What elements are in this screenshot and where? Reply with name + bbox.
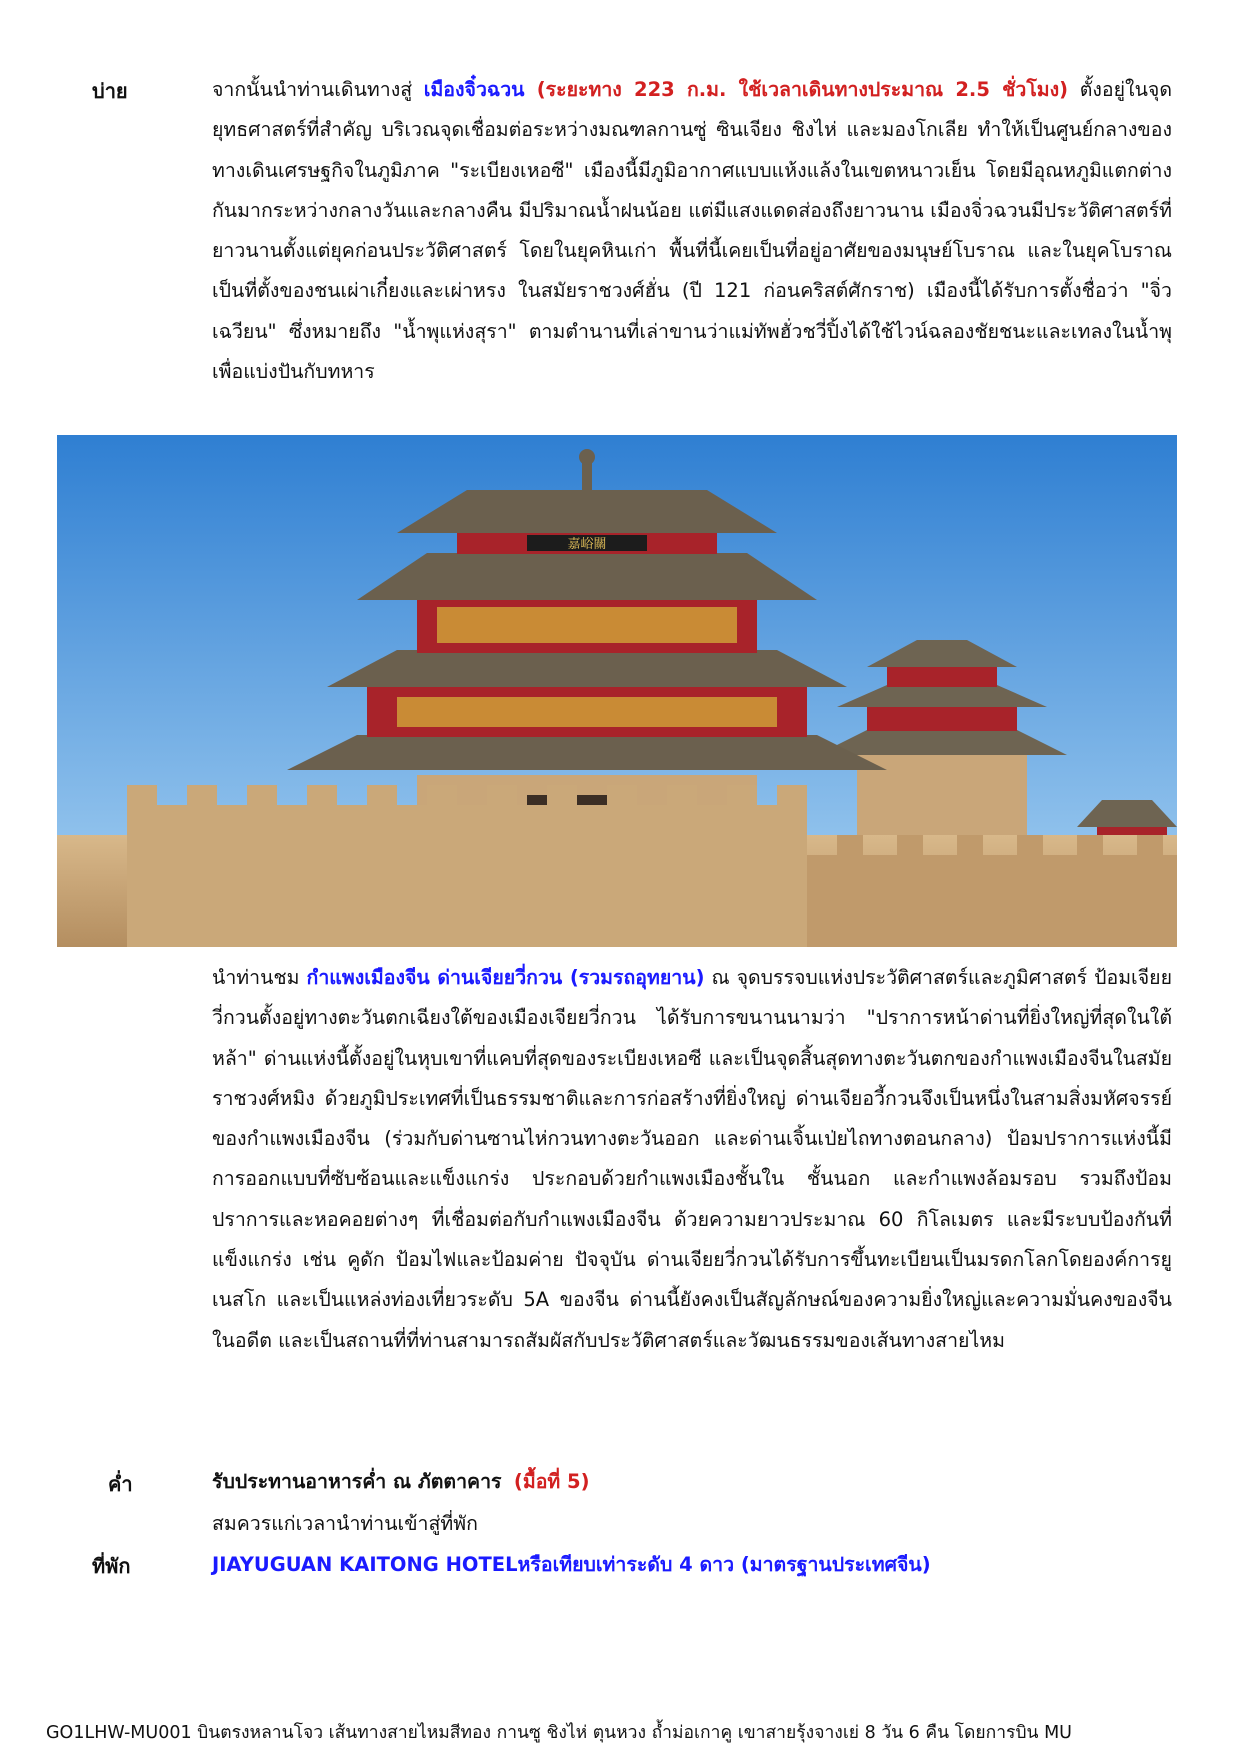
jiayuguan-lead: นำท่านชม bbox=[212, 966, 307, 989]
gate-plaque: 嘉峪關 bbox=[567, 537, 607, 552]
jiayuguan-body: ณ จุดบรรจบแห่งประวัติศาสตร์และภูมิศาสตร์ ป้อมเจียยวี่กวนตั้งอยู่ทางตะวันตกเฉียงใต้ของเมืองเจียยวี่กวน ได้รับการขนานนามว่า "ปราการหน้าด่านที่ยิ่งใหญ่ที่สุดในใต้หล้า" ด่านแห่งนี้ตั้งอยู่ในหุบเขาที่แคบที่สุดของระเบียงเหอซี และเป็นจุดสิ้นสุดทางตะวันตกของกำแพงเมืองจีนในสมัยราชวงศ์หมิง ด้วยภูมิประเทศที่เป็นธรรมชาติและการก่อสร้างที่ยิ่งใหญ่ ด่านเจียอวี้กวนจึงเป็นหนึ่งในสามสิ่งมหัศจรรย์ของกำแพงเมืองจีน (ร่วมกับด่านซานไห่กวนทางตะวันออก และด่านเจิ้นเป่ยไถทางตอนกลาง) ป้อมปราการแห่งนี้มีการออกแบบที่ซับซ้อนและแข็งแกร่ง ประกอบด้วยกำแพงเมืองชั้นใน ชั้นนอก และกำแพงล้อมรอบ รวมถึงป้อมปราการและหอคอยต่างๆ ที่เชื่อมต่อกับกำแพงเมืองจีน ด้วยความยาวประมาณ 60 กิโลเมตร และมีระบบป้องกันที่แข็งแกร่ง เช่น คูดัก ป้อมไฟและป้อมค่าย ปัจจุบัน ด่านเจียยวี่กวนได้รับการขึ้นทะเบียนเป็นมรดกโลกโดยองค์การยูเนสโก และเป็นแหล่งท่องเที่ยวระดับ 5A ของจีน ด่านนี้ยังคงเป็นสัญลักษณ์ของความยิ่งใหญ่และความมั่นคงของจีนในอดีต และเป็นสถานที่ที่ท่านสามารถสัมผัสกับประวัติศาสตร์และวัฒนธรรมของเส้นทางสายไหม bbox=[212, 966, 1172, 1352]
jiayuguan-paragraph bbox=[212, 958, 1172, 1361]
dinner-line bbox=[212, 1462, 1172, 1502]
afternoon-lead: จากนั้นนำท่านเดินทางสู่ bbox=[212, 78, 424, 101]
jiayuguan-fort-photo bbox=[57, 435, 1177, 947]
hotel-label: ที่พัก bbox=[92, 1554, 131, 1578]
travel-distance: (ระยะทาง 223 ก.ม. ใช้เวลาเดินทางประมาณ 2.5 ชั่วโมง) bbox=[524, 78, 1069, 101]
dinner-note: สมควรแก่เวลานำท่านเข้าสู่ที่พัก bbox=[212, 1512, 478, 1535]
dinner-text: รับประทานอาหารค่ำ ณ ภัตตาคาร bbox=[212, 1470, 502, 1493]
page-footer: GO1LHW-MU001 บินตรงหลานโจว เส้นทางสายไหมสีทอง กานซู ชิงไห่ ตุนหวง ถ้ำม่อเกาคู เขาสายรุ้งจางเย่ 8 วัน 6 คืน โดยการบิน MU bbox=[46, 1723, 1072, 1743]
hotel-name: JIAYUGUAN KAITONG HOTELหรือเทียบเท่าระดับ 4 ดาว (มาตรฐานประเทศจีน) bbox=[212, 1553, 931, 1576]
afternoon-paragraph bbox=[212, 70, 1172, 392]
dinner-label: ค่ำ bbox=[108, 1472, 133, 1496]
meal-number: (มื้อที่ 5) bbox=[513, 1470, 590, 1493]
jiayuguan-place: กำแพงเมืองจีน ด่านเจียยวี่กวน (รวมรถอุทยาน) bbox=[306, 966, 705, 989]
afternoon-body: ตั้งอยู่ในจุดยุทธศาสตร์ที่สำคัญ บริเวณจุดเชื่อมต่อระหว่างมณฑลกานซู่ ซินเจียง ชิงไห่ และมองโกเลีย ทำให้เป็นศูนย์กลางของทางเดินเศรษฐกิจในภูมิภาค "ระเบียงเหอซี" เมืองนี้มีภูมิอากาศแบบแห้งแล้งในเขตหนาวเย็น โดยมีอุณหภูมิแตกต่างกันมากระหว่างกลางวันและกลางคืน มีปริมาณน้ำฝนน้อย แต่มีแสงแดดส่องถึงยาวนาน เมืองจิ่วฉวนมีประวัติศาสตร์ที่ยาวนานตั้งแต่ยุคก่อนประวัติศาสตร์ โดยในยุคหินเก่า พื้นที่นี้เคยเป็นที่อยู่อาศัยของมนุษย์โบราณ และในยุคโบราณเป็นที่ตั้งของชนเผ่าเกี๋ยงและเผ่าหรง ในสมัยราชวงศ์ฮั่น (ปี 121 ก่อนคริสต์ศักราช) เมืองนี้ได้รับการตั้งชื่อว่า "จิ่วเฉวียน" ซึ่งหมายถึง "น้ำพุแห่งสุรา" ตามตำนานที่เล่าขานว่าแม่ทัพฮั่วชวี่ปิ้งได้ใช้ไวน์ฉลองชัยชนะและเทลงในน้ำพุเพื่อแบ่งปันกับทหาร bbox=[212, 78, 1172, 384]
afternoon-label: บ่าย bbox=[92, 79, 128, 103]
jiuquan-place: เมืองจิ๋วฉวน bbox=[423, 78, 525, 101]
